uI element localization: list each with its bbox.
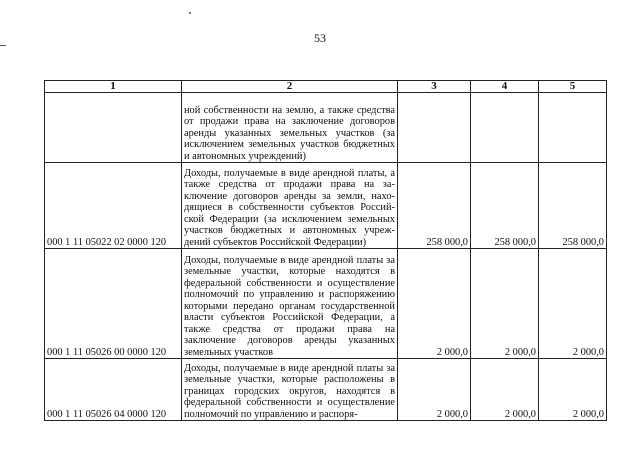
- amount-cell-col5: 2 000,0: [539, 249, 607, 359]
- table-row: [45, 93, 607, 163]
- amount-cell-col5: 2 000,0: [539, 359, 607, 421]
- column-header: 3: [398, 81, 471, 93]
- column-header: 2: [182, 81, 398, 93]
- description-cell: Доходы, получаемые в виде арендной платы, а также средства от продажи права на заключение договоров аренды за земли, находящиеся в собственности субъектов Российской Федерации (за исключением земельных участков бюджетных и автономных учреждений субъектов Российской Федерации): [182, 163, 398, 249]
- budget-code-cell: 000 1 11 05022 02 0000 120: [45, 163, 182, 249]
- amount-cell-col5: [539, 93, 607, 163]
- amount-cell-col4: 2 000,0: [471, 359, 539, 421]
- column-header: 5: [539, 81, 607, 93]
- budget-code-cell: [45, 93, 182, 163]
- table-header-row: [45, 81, 607, 93]
- budget-code-cell: 000 1 11 05026 00 0000 120: [45, 249, 182, 359]
- amount-cell-col3: 2 000,0: [398, 249, 471, 359]
- amount-cell-col4: 258 000,0: [471, 163, 539, 249]
- column-header: 4: [471, 81, 539, 93]
- description-cell: Доходы, получаемые в виде арендной платы за земельные участки, которые находятся в федеральной собственности и осуществление полномочий по управлению и распоряжению которыми передано органам государственной власти субъектов Российской Федерации, а также средства от продажи права на заключение договоров аренды указанных земельных участков: [182, 249, 398, 359]
- scan-speck: [189, 12, 191, 14]
- amount-cell-col4: [471, 93, 539, 163]
- description-cell: Доходы, получаемые в виде арендной платы за земельные участки, которые расположены в границах городских округов, находятся в федеральной собственности и осуществление полномочий по управлению и распоря-: [182, 359, 398, 421]
- budget-table: [44, 80, 607, 421]
- amount-cell-col3: 258 000,0: [398, 163, 471, 249]
- amount-cell-col3: 2 000,0: [398, 359, 471, 421]
- budget-code-cell: 000 1 11 05026 04 0000 120: [45, 359, 182, 421]
- table-row: [45, 249, 607, 359]
- amount-cell-col3: [398, 93, 471, 163]
- table-row: [45, 359, 607, 421]
- column-header: 1: [45, 81, 182, 93]
- amount-cell-col5: 258 000,0: [539, 163, 607, 249]
- description-cell: ной собственности на землю, а также средства от продажи права на заключение договоров аренды указанных земельных участков (за исключением земельных участков бюджетных и автономных учреждений): [182, 93, 398, 163]
- table-row: [45, 163, 607, 249]
- amount-cell-col4: 2 000,0: [471, 249, 539, 359]
- page-number: 53: [314, 31, 326, 45]
